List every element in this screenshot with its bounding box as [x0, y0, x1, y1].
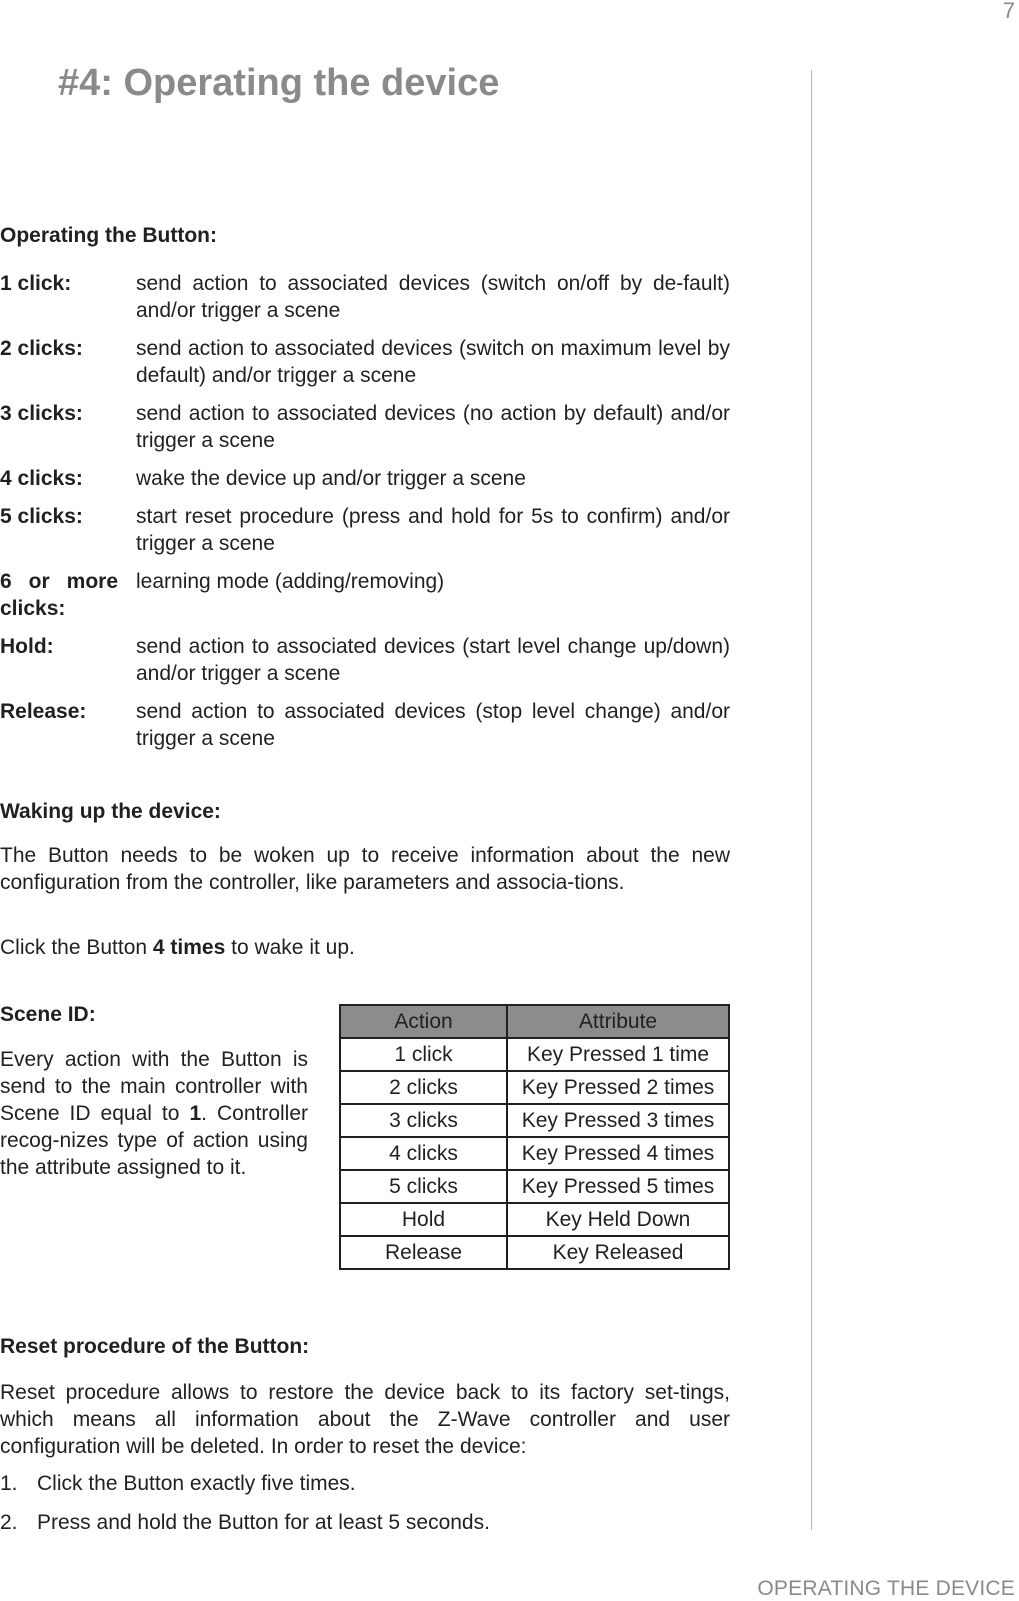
waking-paragraph: The Button needs to be woken up to receive information about the new configuration from the controller, like parameters and associa-tions.: [0, 844, 730, 894]
cell-attribute: Key Pressed 2 times: [507, 1071, 729, 1104]
reset-steps: [0, 1470, 730, 1548]
table-row: [340, 1236, 729, 1269]
cell-action: Hold: [340, 1203, 507, 1236]
waking-instruction-count: 4 times: [152, 936, 226, 959]
cell-action: 1 click: [340, 1038, 507, 1071]
step-text: Press and hold the Button for at least 5 seconds.: [37, 1511, 490, 1534]
page-title: #4: Operating the device: [58, 62, 500, 104]
list-item: [0, 1509, 730, 1536]
waking-instruction-suffix: to wake it up.: [225, 936, 355, 959]
cell-action: Release: [340, 1236, 507, 1269]
list-item: [0, 400, 730, 454]
operating-term: 1 click:: [0, 272, 72, 295]
waking-instruction: [0, 934, 730, 961]
cell-attribute: Key Pressed 1 time: [507, 1038, 729, 1071]
cell-action: 5 clicks: [340, 1170, 507, 1203]
reset-heading: Reset procedure of the Button:: [0, 1335, 310, 1358]
cell-action: 4 clicks: [340, 1137, 507, 1170]
scene-paragraph: [0, 1046, 308, 1181]
list-item: [0, 335, 730, 389]
column-header-action: Action: [340, 1005, 507, 1038]
reset-paragraph: Reset procedure allows to restore the device back to its factory set-tings, which means all information about the Z-Wave controller and user configuration will be deleted. In order to reset the device:: [0, 1381, 730, 1458]
operating-heading: Operating the Button:: [0, 224, 217, 247]
scene-id-value: 1: [189, 1102, 202, 1125]
operating-term: Release:: [0, 700, 87, 723]
table-row: [340, 1038, 729, 1071]
list-item: [0, 270, 730, 324]
list-item: [0, 465, 730, 492]
table-header-row: [340, 1005, 729, 1038]
step-number: 1.: [0, 1472, 18, 1495]
list-item: [0, 568, 730, 622]
list-item: [0, 503, 730, 557]
operating-term: Hold:: [0, 635, 54, 658]
list-item: [0, 1470, 730, 1497]
operating-desc: start reset procedure (press and hold for 5s to confirm) and/or trigger a scene: [136, 505, 730, 555]
operating-term: 2 clicks:: [0, 337, 83, 360]
operating-term: 5 clicks:: [0, 505, 83, 528]
list-item: [0, 698, 730, 752]
page-number: 7: [1002, 0, 1015, 23]
cell-attribute: Key Pressed 3 times: [507, 1104, 729, 1137]
operating-term: 4 clicks:: [0, 467, 83, 490]
operating-term: 6 or more clicks:: [0, 570, 118, 620]
list-item: [0, 633, 730, 687]
cell-attribute: Key Released: [507, 1236, 729, 1269]
cell-attribute: Key Pressed 5 times: [507, 1170, 729, 1203]
operating-desc: wake the device up and/or trigger a scene: [136, 467, 526, 490]
table-row: [340, 1137, 729, 1170]
operating-desc: send action to associated devices (start level change up/down) and/or trigger a scene: [136, 635, 730, 685]
operating-term: 3 clicks:: [0, 402, 83, 425]
operating-list: [0, 270, 730, 763]
table-row: [340, 1104, 729, 1137]
cell-attribute: Key Held Down: [507, 1203, 729, 1236]
operating-desc: learning mode (adding/removing): [136, 570, 445, 593]
operating-desc: send action to associated devices (switch on/off by de-fault) and/or trigger a scene: [136, 272, 730, 322]
cell-action: 3 clicks: [340, 1104, 507, 1137]
scene-table: [339, 1004, 730, 1270]
scene-paragraph-suffix: . Controller recog-nizes type of action using the attribute assigned to it.: [0, 1102, 309, 1179]
table-row: [340, 1071, 729, 1104]
waking-heading: Waking up the device:: [0, 800, 221, 823]
scene-paragraph-prefix: Every action with the Button is send to the main controller with Scene ID equal to: [0, 1048, 308, 1125]
operating-desc: send action to associated devices (no action by default) and/or trigger a scene: [136, 402, 730, 452]
table-row: [340, 1203, 729, 1236]
step-number: 2.: [0, 1511, 18, 1534]
operating-desc: send action to associated devices (stop level change) and/or trigger a scene: [136, 700, 730, 750]
scene-heading: Scene ID:: [0, 1003, 96, 1026]
footer-section-label: OPERATING THE DEVICE: [757, 1577, 1015, 1600]
column-header-attribute: Attribute: [507, 1005, 729, 1038]
step-text: Click the Button exactly five times.: [37, 1472, 356, 1495]
operating-desc: send action to associated devices (switch on maximum level by default) and/or trigger a scene: [136, 337, 730, 387]
vertical-divider: [811, 70, 812, 1530]
cell-action: 2 clicks: [340, 1071, 507, 1104]
cell-attribute: Key Pressed 4 times: [507, 1137, 729, 1170]
table-row: [340, 1170, 729, 1203]
waking-instruction-prefix: Click the Button: [0, 936, 153, 959]
